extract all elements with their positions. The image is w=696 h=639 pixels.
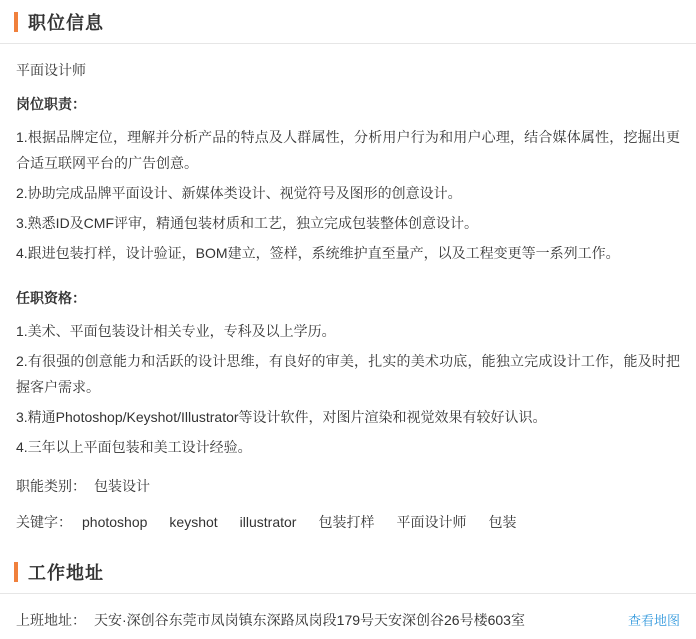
duty-item: 1.根据品牌定位，理解并分析产品的特点及人群属性，分析用户行为和用户心理，结合媒体属性，挖掘出更合适互联网平台的广告创意。 bbox=[16, 129, 680, 171]
work-address-section-title: 工作地址 bbox=[28, 562, 104, 583]
accent-bar bbox=[14, 12, 18, 32]
duty-item: 4.跟进包装打样，设计验证，BOM建立，签样，系统维护直至量产，以及工程变更等一系列工作。 bbox=[16, 245, 620, 261]
work-address-section bbox=[0, 550, 696, 630]
job-category-label: 职能类别： bbox=[16, 478, 86, 494]
qualification-item: 2.有很强的创意能力和活跃的设计思维，有良好的审美，扎实的美术功底，能独立完成设计工作，能及时把握客户需求。 bbox=[16, 353, 680, 395]
qualifications-label: 任职资格： bbox=[16, 290, 86, 306]
job-title: 平面设计师 bbox=[16, 62, 86, 78]
keyword-tag[interactable]: keyshot bbox=[169, 514, 218, 530]
duties-label: 岗位职责： bbox=[16, 96, 86, 112]
keyword-tag[interactable]: photoshop bbox=[82, 514, 148, 530]
keyword-tag[interactable]: 包装打样 bbox=[318, 514, 375, 530]
accent-bar bbox=[14, 562, 18, 582]
work-address-value: 天安·深创谷东莞市凤岗镇东深路凤岗段179号天安深创谷26号楼603室 bbox=[94, 612, 525, 628]
keyword-tag[interactable]: illustrator bbox=[239, 514, 297, 530]
keywords-row bbox=[16, 512, 680, 532]
view-map-link[interactable]: 查看地图 bbox=[627, 613, 680, 628]
job-info-section-title: 职位信息 bbox=[28, 12, 104, 33]
work-address-label: 上班地址： bbox=[16, 612, 86, 628]
duty-item: 2.协助完成品牌平面设计、新媒体类设计、视觉符号及图形的创意设计。 bbox=[16, 185, 462, 201]
job-info-section-body bbox=[0, 44, 696, 532]
job-info-section-header bbox=[0, 0, 696, 44]
keyword-tag[interactable]: 平面设计师 bbox=[396, 514, 467, 530]
job-category-row bbox=[16, 476, 680, 496]
spacer bbox=[16, 270, 680, 288]
work-address-section-header bbox=[0, 550, 696, 594]
qualification-item: 4.三年以上平面包装和美工设计经验。 bbox=[16, 439, 252, 455]
keywords-label: 关键字： bbox=[16, 514, 72, 530]
work-address-row bbox=[0, 594, 696, 630]
qualification-item: 1.美术、平面包装设计相关专业，专科及以上学历。 bbox=[16, 323, 336, 339]
job-category-value[interactable]: 包装设计 bbox=[94, 478, 150, 494]
keyword-tag[interactable]: 包装 bbox=[488, 514, 517, 530]
qualification-item: 3.精通Photoshop/Keyshot/Illustrator等设计软件，对图片渲染和视觉效果有较好认识。 bbox=[16, 409, 547, 425]
duty-item: 3.熟悉ID及CMF评审，精通包装材质和工艺，独立完成包装整体创意设计。 bbox=[16, 215, 478, 231]
